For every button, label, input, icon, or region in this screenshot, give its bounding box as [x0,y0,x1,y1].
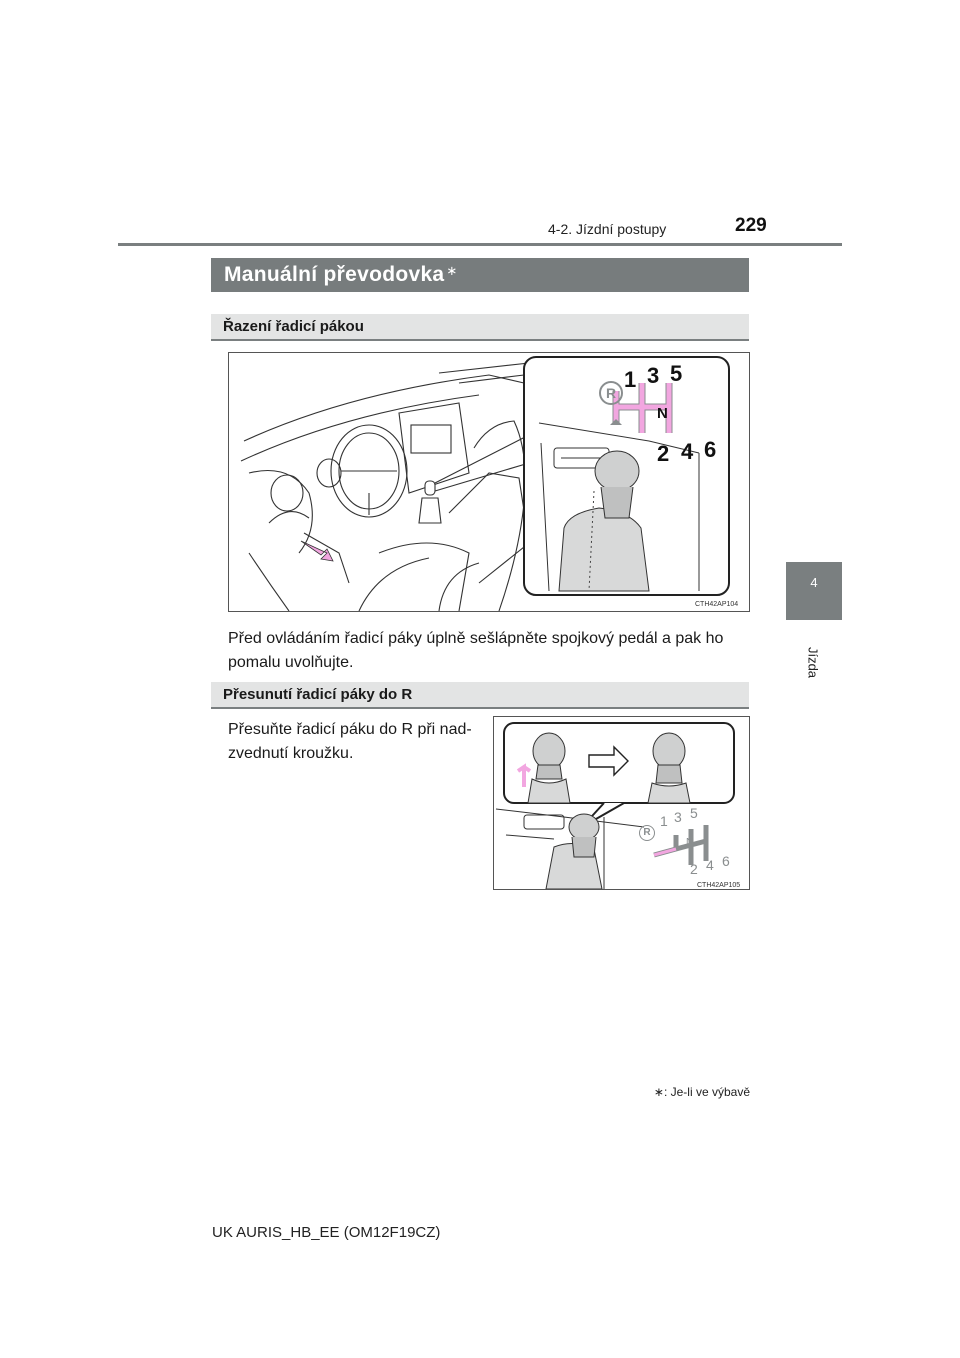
section-body-shifting: Před ovládáním řadicí páky úplně sešlápněte spojkový pedál a pak ho pomalu uvolňujte. [228,630,724,671]
header-rule [118,243,842,246]
section-body-reverse-line2: zvednutí kroužku. [228,745,354,762]
gear-label-4: 4 [681,439,694,464]
figure-code: CTH42AP104 [695,601,739,608]
main-title-text: Manuální převodovka [224,263,445,286]
section-body-reverse [228,718,488,766]
gear-label-4: 4 [706,857,714,873]
gear-label-2: 2 [657,441,670,466]
gear-label-6: 6 [722,853,730,869]
gear-label-3: 3 [647,363,660,388]
footnote: ∗: Je-li ve výbavě [653,1085,750,1099]
gear-label-r: R [599,381,623,405]
main-title [211,258,749,292]
gear-label-5: 5 [690,805,698,821]
section-body-reverse-line1: Přesuňte řadicí páku do R při nad- [228,721,472,738]
section-heading-reverse: Přesunutí řadicí páky do R [211,682,749,709]
figure-shifting [228,352,750,612]
gear-label-6: 6 [704,437,717,462]
cabin-shift-illustration [229,353,749,611]
chapter-number: 4 [810,575,818,590]
figure-code: CTH42AP105 [697,882,741,889]
figure-reverse [493,716,750,890]
gear-label-n: N [657,405,668,422]
gear-label-2: 2 [690,861,698,877]
section-header: 4-2. Jízdní postupy [548,221,667,237]
gear-label-1: 1 [660,813,668,829]
gear-label-5: 5 [670,361,683,386]
chapter-label: Jízda [805,646,821,679]
gear-label-n: N [686,837,694,848]
section-heading-shifting: Řazení řadicí pákou [211,314,749,341]
page-number: 229 [735,215,767,236]
gear-label-3: 3 [674,809,682,825]
gear-label-1: 1 [624,367,637,392]
gear-label-r: R [639,825,655,841]
optional-marker: ∗ [446,263,458,278]
document-footer: UK AURIS_HB_EE (OM12F19CZ) [212,1224,441,1241]
chapter-tab [786,562,842,620]
